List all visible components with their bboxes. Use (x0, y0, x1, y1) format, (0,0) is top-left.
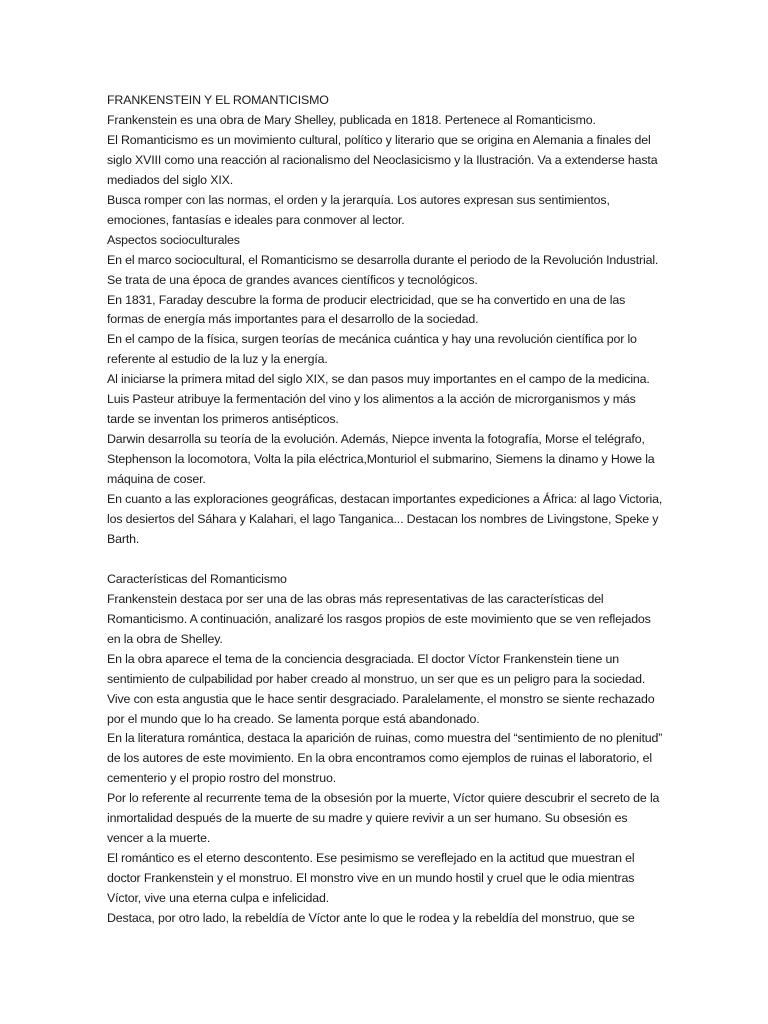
intro-paragraph: El Romanticismo es un movimiento cultural, político y literario que se origina en Alemania a finales del siglo XVIII como una reacción al racionalismo del Neoclasicismo y la Ilustración. Va a extenderse hasta mediados del siglo XIX. (107, 132, 658, 187)
intro-paragraph: Frankenstein es una obra de Mary Shelley, publicada en 1818. Pertenece al Romanticismo. (107, 112, 596, 127)
section2-paragraph: Por lo referente al recurrente tema de la obsesión por la muerte, Víctor quiere descubrir el secreto de la inmortalidad después de la muerte de su madre y quiere revivir a un ser humano. Su obsesión es vencer a la muerte. (107, 791, 660, 846)
section-heading-socioculturales: Aspectos socioculturales (107, 232, 240, 247)
section2-paragraph: Destaca, por otro lado, la rebeldía de Víctor ante lo que le rodea y la rebeldía del monstruo, que se (107, 911, 635, 926)
section-heading-caracteristicas: Características del Romanticismo (107, 571, 287, 586)
section2-paragraph: Frankenstein destaca por ser una de las obras más representativas de las características del Romanticismo. A continuación, analizaré los rasgos propios de este movimiento que se ven reflejados en la obra de Shelley. (107, 591, 651, 646)
document-body (107, 91, 663, 929)
section1-paragraph: Darwin desarrolla su teoría de la evolución. Además, Niepce inventa la fotografía, Morse el telégrafo, Stephenson la locomotora, Volta la pila eléctrica,Monturiol el submarino, Siemens la dinamo y Howe la máquina de coser. (107, 432, 655, 487)
section2-paragraph: En la obra aparece el tema de la conciencia desgraciada. El doctor Víctor Frankenstein tiene un sentimiento de culpabilidad por haber creado al monstruo, un ser que es un peligro para la sociedad. Vive con esta angustia que le hace sentir desgraciado. Paralelamente, el monstro se siente rechazado por el mundo que lo ha creado. Se lamenta porque está abandonado. (107, 651, 655, 726)
document-title: FRANKENSTEIN Y EL ROMANTICISMO (107, 93, 329, 107)
paragraph-gap (107, 550, 663, 570)
section1-paragraph: En cuanto a las exploraciones geográficas, destacan importantes expediciones a África: al lago Victoria, los desiertos del Sáhara y Kalahari, el lago Tanganica... Destacan los nombres de Livingstone, Speke y Barth. (107, 492, 663, 546)
section1-paragraph: En el marco sociocultural, el Romanticismo se desarrolla durante el periodo de la Revolución Industrial. Se trata de una época de grandes avances científicos y tecnológicos. (107, 252, 659, 287)
section1-paragraph: Al iniciarse la primera mitad del siglo XIX, se dan pasos muy importantes en el campo de la medicina. Luis Pasteur atribuye la fermentación del vino y los alimentos a la acción de microrganismos y más tarde se inventan los primeros antisépticos. (107, 372, 650, 427)
section1-paragraph: En el campo de la física, surgen teorías de mecánica cuántica y hay una revolución científica por lo referente al estudio de la luz y la energía. (107, 332, 637, 367)
intro-paragraph: Busca romper con las normas, el orden y la jerarquía. Los autores expresan sus sentimientos, emociones, fantasías e ideales para conmover al lector. (107, 192, 610, 227)
section2-paragraph: En la literatura romántica, destaca la aparición de ruinas, como muestra del “sentimiento de no plenitud” de los autores de este movimiento. En la obra encontramos como ejemplos de ruinas el laboratorio, el cementerio y el propio rostro del monstruo. (107, 731, 663, 786)
section1-paragraph: En 1831, Faraday descubre la forma de producir electricidad, que se ha convertido en una de las formas de energía más importantes para el desarrollo de la sociedad. (107, 292, 626, 327)
section2-paragraph: El romántico es el eterno descontento. Ese pesimismo se vereflejado en la actitud que muestran el doctor Frankenstein y el monstruo. El monstro vive en un mundo hostil y cruel que le odia mientras Víctor, vive una eterna culpa e infelicidad. (107, 851, 635, 906)
